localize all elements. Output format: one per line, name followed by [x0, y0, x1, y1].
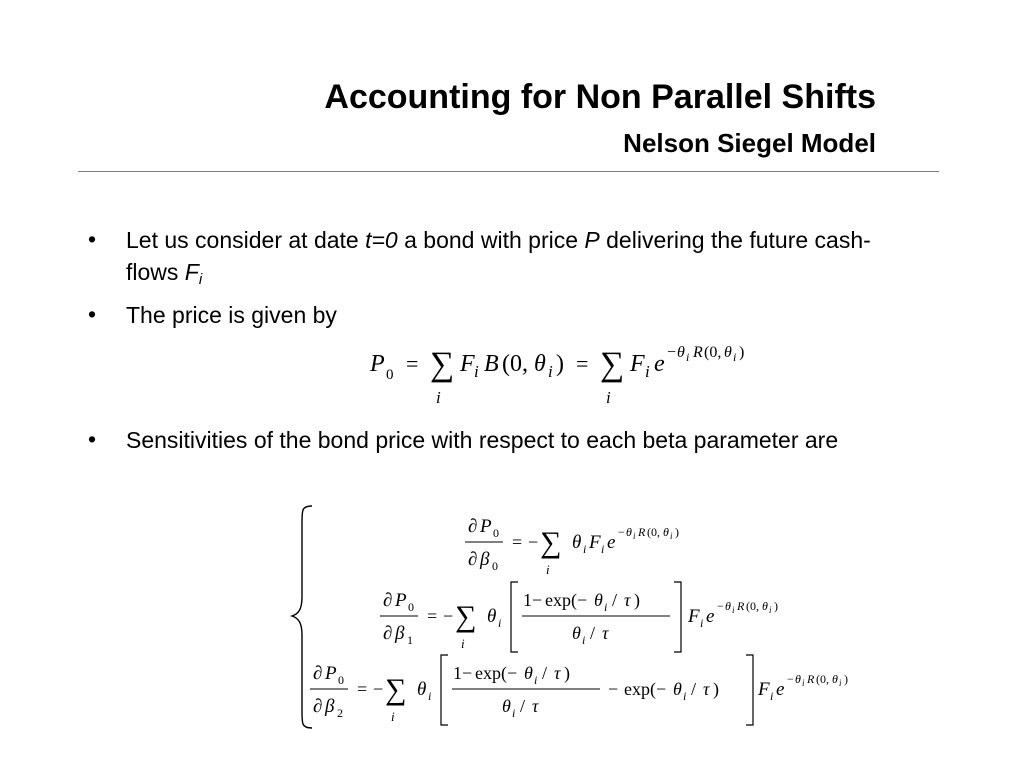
svg-text:τ: τ	[602, 623, 609, 643]
svg-text:i: i	[461, 636, 465, 651]
svg-text:i: i	[582, 633, 586, 647]
svg-text:i: i	[428, 689, 432, 703]
svg-text:): )	[556, 351, 564, 377]
svg-text:i: i	[769, 605, 772, 615]
svg-text:∑: ∑	[540, 526, 562, 559]
bullet-marker: •	[88, 301, 97, 327]
eq-symbol: P	[370, 351, 385, 377]
svg-text:F: F	[688, 606, 700, 627]
svg-text:=: =	[576, 351, 589, 376]
svg-text:e: e	[654, 351, 665, 377]
svg-text:B: B	[484, 351, 499, 377]
bullet-marker: •	[88, 226, 97, 252]
svg-text:R: R	[638, 525, 646, 539]
svg-text:θ: θ	[417, 679, 427, 700]
svg-text:e: e	[776, 679, 785, 700]
title-divider	[78, 171, 939, 172]
svg-text:θ: θ	[594, 590, 603, 610]
svg-text:τ: τ	[624, 590, 631, 610]
svg-text:i: i	[732, 605, 735, 615]
svg-text:−: −	[618, 525, 625, 539]
bullet-text-sensitivities: Sensitivities of the bond price with respect to each beta parameter are	[126, 427, 839, 453]
svg-text:i: i	[601, 542, 605, 556]
svg-text:θ: θ	[725, 599, 731, 613]
svg-text:1: 1	[407, 633, 413, 647]
svg-text:i: i	[606, 388, 611, 407]
svg-text:F: F	[589, 532, 601, 553]
svg-text:0: 0	[386, 367, 394, 383]
svg-text:i: i	[700, 616, 704, 630]
svg-text:θ: θ	[673, 679, 682, 699]
svg-text:/: /	[691, 679, 697, 699]
svg-text:=: =	[357, 679, 368, 699]
svg-text:e: e	[607, 532, 616, 553]
svg-text:θ: θ	[502, 696, 511, 716]
svg-text:τ: τ	[532, 696, 539, 716]
svg-text:−: −	[443, 606, 454, 626]
price-equation	[362, 335, 792, 415]
svg-text:exp(−: exp(−	[475, 663, 518, 683]
bullet-marker: •	[88, 426, 97, 452]
svg-text:P: P	[395, 590, 407, 611]
svg-text:∂: ∂	[383, 623, 393, 644]
svg-text:0: 0	[492, 559, 498, 573]
svg-text:): )	[675, 525, 679, 539]
bullet-seg: delivering the future cash-flows	[126, 227, 871, 285]
svg-text:exp(−: exp(−	[545, 590, 588, 610]
svg-text:τ: τ	[554, 663, 561, 683]
svg-text:2: 2	[337, 706, 343, 720]
svg-text:i: i	[839, 678, 842, 688]
svg-text:i: i	[802, 678, 805, 688]
svg-text:i: i	[670, 531, 673, 541]
svg-text:exp(−: exp(−	[624, 679, 667, 699]
svg-text:∂: ∂	[313, 696, 323, 717]
svg-text:=: =	[427, 606, 438, 626]
svg-text:∑: ∑	[430, 346, 455, 383]
svg-text:∂: ∂	[313, 663, 323, 684]
svg-text:(0,: (0,	[647, 525, 660, 539]
svg-text:R: R	[693, 344, 703, 361]
bullet-seg: a bond with price	[397, 227, 585, 253]
svg-text:θ: θ	[626, 525, 632, 539]
svg-text:i: i	[498, 616, 502, 630]
price-symbol: P	[584, 227, 600, 253]
svg-text:0: 0	[493, 526, 499, 540]
svg-text:θ: θ	[663, 525, 669, 539]
svg-text:θ: θ	[724, 344, 732, 361]
sensitivity-beta2	[310, 655, 848, 725]
sensitivity-beta0	[465, 516, 679, 577]
svg-text:i: i	[733, 350, 737, 364]
svg-text:i: i	[436, 388, 441, 407]
svg-text:/: /	[590, 623, 596, 643]
svg-text:R: R	[807, 672, 815, 686]
svg-text:): )	[774, 599, 778, 613]
svg-text:i: i	[633, 531, 636, 541]
svg-text:): )	[634, 590, 640, 610]
svg-text:i: i	[512, 706, 516, 720]
svg-text:): )	[713, 679, 719, 699]
svg-text:F: F	[630, 351, 645, 377]
svg-text:∂: ∂	[383, 590, 393, 611]
svg-text:e: e	[706, 606, 715, 627]
svg-text:i: i	[604, 600, 608, 614]
svg-text:i: i	[683, 689, 687, 703]
svg-text:θ: θ	[524, 663, 533, 683]
svg-text:−: −	[717, 599, 724, 613]
svg-text:0: 0	[408, 600, 414, 614]
svg-text:−: −	[608, 679, 619, 699]
svg-text:−: −	[787, 672, 794, 686]
svg-text:−: −	[528, 532, 539, 552]
svg-text:): )	[564, 663, 570, 683]
svg-text:θ: θ	[534, 351, 546, 377]
svg-text:P: P	[480, 516, 492, 537]
svg-text:(0,: (0,	[816, 672, 829, 686]
svg-text:=: =	[512, 532, 523, 552]
svg-text:∂: ∂	[468, 549, 478, 570]
slide-subtitle: Nelson Siegel Model	[623, 128, 876, 158]
bullet-seg: Let us consider at date	[126, 227, 366, 253]
flow-symbol: F	[184, 259, 199, 285]
sensitivity-beta1	[380, 582, 778, 652]
svg-text:∑: ∑	[455, 600, 477, 633]
date-symbol: t=0	[365, 227, 398, 253]
svg-text:F: F	[758, 679, 770, 700]
svg-text:−: −	[667, 344, 677, 361]
left-brace	[292, 506, 312, 728]
svg-text:∂: ∂	[468, 516, 478, 537]
svg-text:1−: 1−	[523, 590, 543, 610]
svg-text:β: β	[325, 696, 335, 717]
svg-text:−: −	[373, 679, 384, 699]
svg-text:/: /	[542, 663, 548, 683]
svg-text:R: R	[737, 599, 745, 613]
svg-text:(0,: (0,	[502, 351, 528, 377]
svg-text:i: i	[534, 673, 538, 687]
svg-text:θ: θ	[832, 672, 838, 686]
svg-text:β: β	[395, 623, 405, 644]
svg-text:θ: θ	[572, 532, 582, 553]
svg-text:i: i	[474, 362, 479, 381]
svg-text:i: i	[391, 709, 395, 724]
svg-text:θ: θ	[677, 344, 685, 361]
svg-text:0: 0	[338, 673, 344, 687]
svg-text:θ: θ	[487, 606, 497, 627]
svg-text:1−: 1−	[453, 663, 473, 683]
sensitivity-equations	[290, 502, 870, 734]
svg-text:i: i	[645, 362, 650, 381]
svg-text:∑: ∑	[600, 346, 625, 383]
svg-text:=: =	[406, 351, 419, 376]
svg-text:θ: θ	[795, 672, 801, 686]
svg-text:/: /	[612, 590, 618, 610]
svg-text:i: i	[770, 689, 774, 703]
bullet-text-price: The price is given by	[126, 302, 337, 328]
svg-text:i: i	[546, 562, 550, 577]
svg-text:β: β	[480, 549, 490, 570]
svg-text:∑: ∑	[385, 673, 407, 706]
svg-text:i: i	[686, 350, 690, 364]
svg-text:(0,: (0,	[746, 599, 759, 613]
bullet-text-cash-flows	[126, 224, 916, 288]
svg-text:θ: θ	[572, 623, 581, 643]
svg-text:θ: θ	[762, 599, 768, 613]
flow-index: i	[198, 271, 203, 288]
svg-text:i: i	[583, 542, 587, 556]
svg-text:τ: τ	[703, 679, 710, 699]
svg-text:): )	[739, 344, 745, 361]
svg-text:(0,: (0,	[704, 344, 722, 361]
svg-text:): )	[844, 672, 848, 686]
svg-text:F: F	[460, 351, 475, 377]
svg-text:/: /	[520, 696, 526, 716]
svg-text:i: i	[548, 362, 553, 381]
svg-text:P: P	[325, 663, 337, 684]
slide-title: Accounting for Non Parallel Shifts	[324, 78, 876, 116]
